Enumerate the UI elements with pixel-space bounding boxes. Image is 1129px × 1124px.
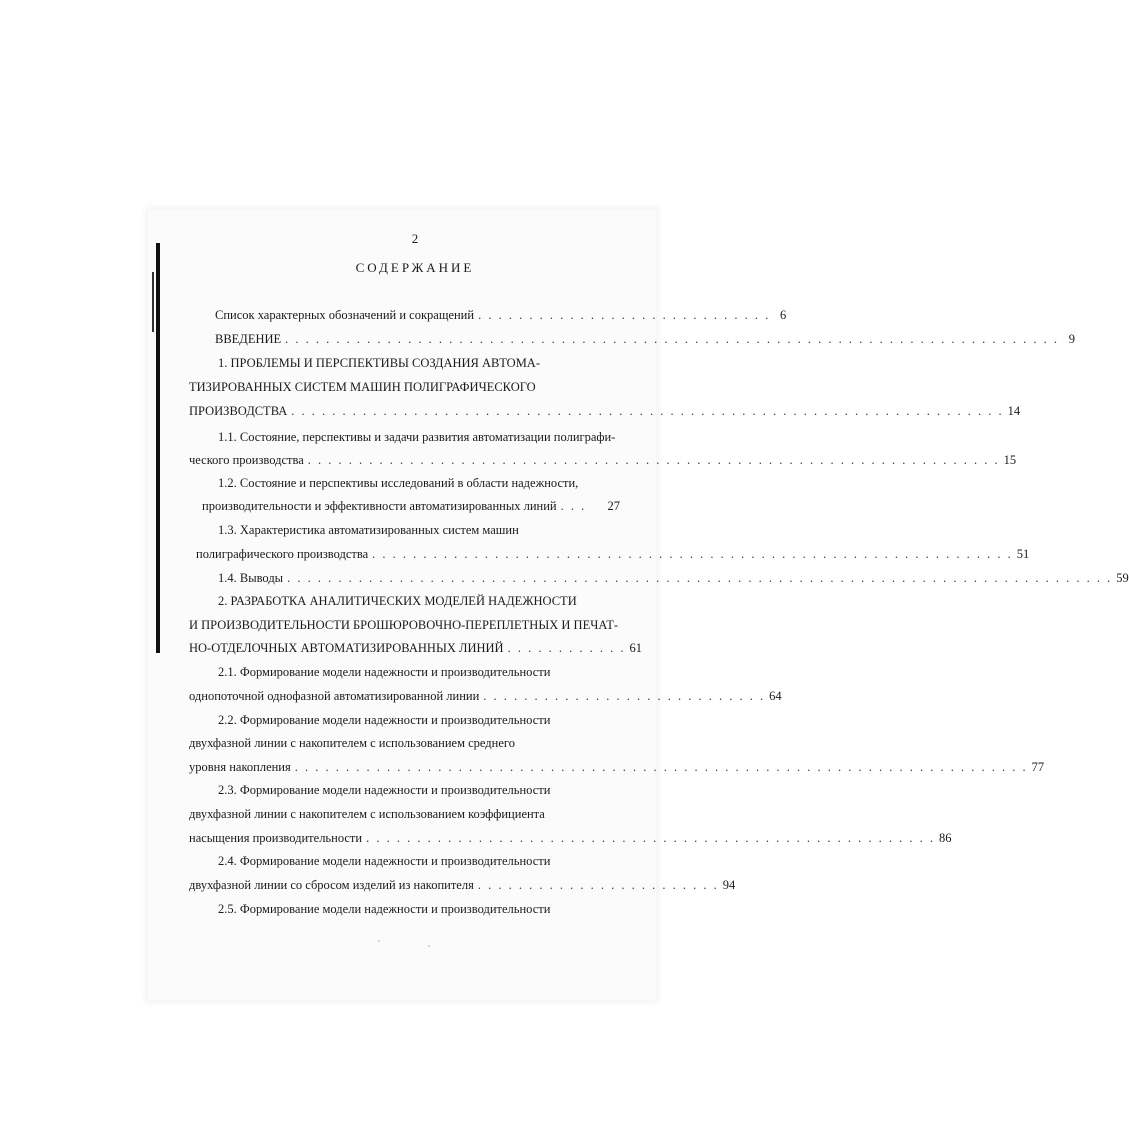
toc-page-number: 15 bbox=[1003, 453, 1017, 467]
toc-line bbox=[196, 546, 1030, 562]
toc-line bbox=[218, 522, 618, 538]
toc-line-text: НО-ОТДЕЛОЧНЫХ АВТОМАТИЗИРОВАННЫХ ЛИНИЙ bbox=[189, 641, 504, 655]
page-title: СОДЕРЖАНИЕ bbox=[355, 260, 475, 275]
toc-line bbox=[218, 901, 618, 917]
toc-page-number: 61 bbox=[629, 641, 642, 655]
toc-line-text: полиграфического производства bbox=[196, 547, 369, 561]
toc-line bbox=[218, 593, 628, 609]
toc-line bbox=[218, 664, 618, 680]
toc-page-number: 86 bbox=[938, 831, 952, 845]
toc-line bbox=[218, 429, 638, 445]
scan-speck bbox=[428, 945, 430, 947]
toc-line-text: 1.3. Характеристика автоматизированных систем машин bbox=[218, 523, 519, 537]
toc-line-text: И ПРОИЗВОДИТЕЛЬНОСТИ БРОШЮРОВОЧНО-ПЕРЕПЛЕТНЫХ И ПЕЧАТ- bbox=[189, 618, 619, 632]
toc-line bbox=[218, 782, 618, 798]
toc-line-text: ПРОИЗВОДСТВА bbox=[189, 404, 288, 418]
toc-line-text: двухфазной линии с накопителем с использованием среднего bbox=[189, 736, 515, 750]
toc-page-number: 64 bbox=[769, 689, 782, 703]
toc-line-text: 2.3. Формирование модели надежности и производительности bbox=[218, 783, 551, 797]
toc-page-number: 94 bbox=[722, 878, 736, 892]
toc-page-number: 9 bbox=[1068, 332, 1076, 346]
toc-leader-dots: . . . bbox=[560, 499, 587, 513]
toc-line bbox=[189, 452, 1017, 468]
page-number: 2 bbox=[411, 231, 419, 246]
toc-page-number: 27 bbox=[607, 499, 620, 513]
toc-line-text: ческого производства bbox=[189, 453, 304, 467]
toc-line bbox=[189, 640, 642, 656]
toc-leader-dots: . . . . . . . . . . . . . . . . . . . . . . . . . . . . . . . . . . . . . . . . . . . . . . . . . . . . . . . . . . . . . . . . . . . . . . bbox=[291, 404, 1004, 418]
toc-line bbox=[189, 735, 619, 751]
toc-leader-dots: . . . . . . . . . . . . . . . . . . . . . . . . . . . . . . . . . . . . . . . . . . . . . . . . . . . . . . . . . . . . . . . . . . . . . . . . . . . . . . . . . bbox=[287, 571, 1113, 585]
toc-leader-dots: . . . . . . . . . . . . . . . . . . . . . . . . . . . . . bbox=[478, 308, 771, 322]
toc-line bbox=[215, 307, 787, 323]
toc-line-text: насыщения производительности bbox=[189, 831, 363, 845]
toc-leader-dots: . . . . . . . . . . . . . . . . . . . . . . . . . . . . . . . . . . . . . . . . . . . . . . . . . . . . . . . . . . . . . . . bbox=[372, 547, 1013, 561]
toc-line bbox=[218, 712, 618, 728]
toc-leader-dots: . . . . . . . . . . . . . . . . . . . . . . . . . . . . . . . . . . . . . . . . . . . . . . . . . . . . . . . . . . . . . . . . . . . . . . . . bbox=[294, 760, 1028, 774]
toc-leader-dots: . . . . . . . . . . . . . . . . . . . . . . . . bbox=[477, 878, 719, 892]
toc-page-number: 77 bbox=[1031, 760, 1045, 774]
toc-line-text: 1.4. Выводы bbox=[218, 571, 284, 585]
toc-line bbox=[215, 331, 1076, 347]
toc-line-text: производительности и эффективности автоматизированных линий bbox=[202, 499, 557, 513]
toc-page-number: 6 bbox=[779, 308, 787, 322]
toc-line-text: 2. РАЗРАБОТКА АНАЛИТИЧЕСКИХ МОДЕЛЕЙ НАДЕЖНОСТИ bbox=[218, 594, 577, 608]
toc-line-text: двухфазной линии со сбросом изделий из накопителя bbox=[189, 878, 474, 892]
toc-line-text: 2.2. Формирование модели надежности и производительности bbox=[218, 713, 551, 727]
toc-line bbox=[218, 570, 1129, 586]
toc-line bbox=[189, 806, 629, 822]
toc-page-number: 14 bbox=[1007, 404, 1021, 418]
toc-line-text: ТИЗИРОВАННЫХ СИСТЕМ МАШИН ПОЛИГРАФИЧЕСКОГО bbox=[189, 380, 536, 394]
toc-line bbox=[189, 759, 1045, 775]
toc-line-text: 1.2. Состояние и перспективы исследований в области надежности, bbox=[218, 476, 579, 490]
toc-leader-dots: . . . . . . . . . . . . . . . . . . . . . . . . . . . . . . . . . . . . . . . . . . . . . . . . . . . . . . . . . . . . . . . . . . . . bbox=[307, 453, 1000, 467]
toc-line-text: Список характерных обозначений и сокращений bbox=[215, 308, 475, 322]
toc-line-text: 2.5. Формирование модели надежности и производительности bbox=[218, 902, 551, 916]
toc-leader-dots: . . . . . . . . . . . . . . . . . . . . . . . . . . . . . . . . . . . . . . . . . . . . . . . . . . . . . . . . bbox=[366, 831, 935, 845]
toc-line-text: 2.1. Формирование модели надежности и производительности bbox=[218, 665, 551, 679]
toc-leader-dots: . . . . . . . . . . . . bbox=[507, 641, 626, 655]
toc-page-number: 51 bbox=[1016, 547, 1030, 561]
scan-speck bbox=[378, 940, 380, 942]
toc-line-text: двухфазной линии с накопителем с использованием коэффициента bbox=[189, 807, 545, 821]
toc-line bbox=[218, 475, 628, 491]
toc-line bbox=[189, 688, 782, 704]
toc-line-text: 1. ПРОБЛЕМЫ И ПЕРСПЕКТИВЫ СОЗДАНИЯ АВТОМА- bbox=[218, 356, 540, 370]
toc-line bbox=[189, 877, 736, 893]
toc-line bbox=[189, 403, 1021, 419]
toc-line bbox=[189, 379, 619, 395]
toc-line bbox=[218, 355, 618, 371]
toc-line-text: 2.4. Формирование модели надежности и производительности bbox=[218, 854, 551, 868]
toc-leader-dots: . . . . . . . . . . . . . . . . . . . . . . . . . . . . . . . . . . . . . . . . . . . . . . . . . . . . . . . . . . . . . . . . . . . . . . . . . . . . bbox=[285, 332, 1060, 346]
toc-line-text: уровня накопления bbox=[189, 760, 291, 774]
toc-line-text: однопоточной однофазной автоматизированной линии bbox=[189, 689, 480, 703]
toc-line-text: ВВЕДЕНИЕ bbox=[215, 332, 282, 346]
toc-line-text: 1.1. Состояние, перспективы и задачи развития автоматизации полиграфи- bbox=[218, 430, 616, 444]
toc-line bbox=[189, 617, 639, 633]
toc-page-number: 59 bbox=[1116, 571, 1129, 585]
toc-line bbox=[189, 830, 952, 846]
toc-leader-dots: . . . . . . . . . . . . . . . . . . . . . . . . . . . . bbox=[483, 689, 766, 703]
toc-line bbox=[202, 498, 620, 514]
toc-line bbox=[218, 853, 618, 869]
